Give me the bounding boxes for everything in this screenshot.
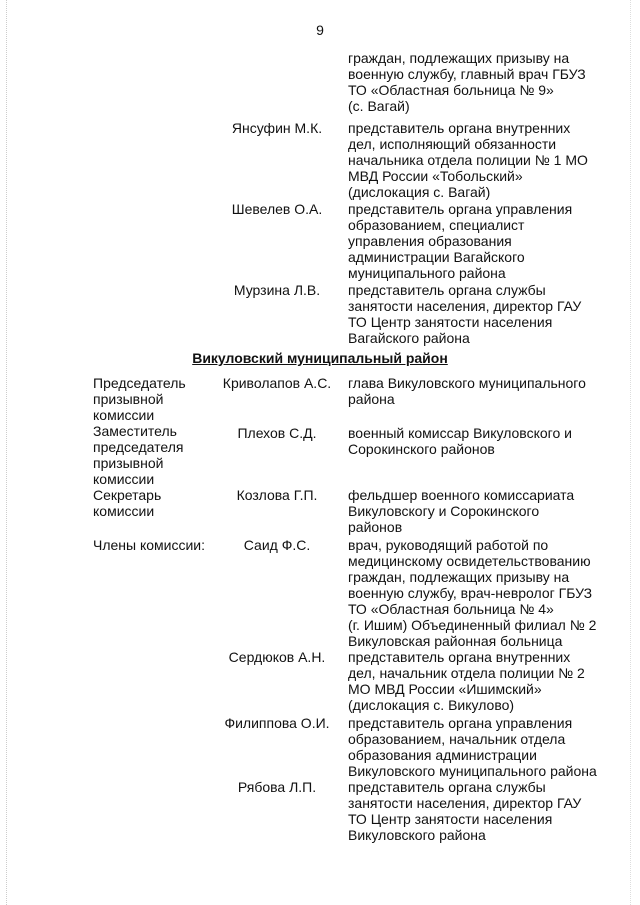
description-line: занятости населения, директор ГАУ [348,298,582,314]
role-line: Члены комиссии: [93,537,206,553]
role-label [93,537,218,553]
member-name: Козлова Г.П. [236,487,318,503]
description-line: глава Викуловского муниципального [348,375,586,391]
description-line: образованием, начальник отдела [348,731,566,747]
description-line: представитель органа управления [348,201,573,217]
description-line: фельдшер военного комиссариата [348,487,575,503]
description-line: района [348,391,395,407]
member-name: Рябова Л.П. [237,779,317,795]
continuation-description [348,50,603,114]
description-line: представитель органа внутренних [348,120,571,136]
description-line: представитель органа внутренних [348,649,571,665]
scan-edge-left [6,0,8,905]
description-line: образования администрации [348,747,537,763]
role-line: Секретарь [93,487,162,503]
role-label [93,375,218,423]
description-line: занятости населения, директор ГАУ [348,795,582,811]
member-name: Криволапов А.С. [222,375,332,391]
description-line: управления образования [348,233,512,249]
description-line: Викуловская районная больница [348,633,563,649]
description-line: администрации Вагайского [348,249,525,265]
description-line: Викуловского муниципального района [348,763,597,779]
description-line: начальника отдела полиции № 1 МО [348,152,588,168]
description-line: Сорокинского районов [348,441,495,457]
section-title: Викуловский муниципальный район [192,350,448,366]
description-line: представитель органа службы [348,779,546,795]
page-number: 9 [316,22,324,38]
member-name: Янсуфин М.К. [231,120,323,136]
description-line: ТО «Областная больница № 9» [348,82,554,98]
description-line: образованием, специалист [348,217,525,233]
role-line: комиссии [93,503,155,519]
role-line: Заместитель [93,423,177,439]
description-line: (г. Ишим) Объединенный филиал № 2 [348,617,597,633]
member-description [348,487,603,535]
member-name: Сердюков А.Н. [228,649,326,665]
description-line: Викуловского района [348,827,486,843]
member-name: Плехов С.Д. [237,425,317,441]
member-description [348,375,603,407]
description-line: военную службу, врач-невролог ГБУЗ [348,585,593,601]
role-line: комиссии [93,407,155,423]
description-line: военный комиссар Викуловского и [348,425,572,441]
description-line: врач, руководящий работой по [348,537,549,553]
description-line: медицинскому освидетельствованию [348,553,591,569]
description-line: (дислокация с. Викулово) [348,697,515,713]
description-line: граждан, подлежащих призыву на [348,50,570,66]
role-line: призывной [93,391,164,407]
member-description [348,120,603,200]
description-line: военную службу, главный врач ГБУЗ [348,66,586,82]
description-line: МО МВД России «Ишимский» [348,681,542,697]
member-description [348,425,603,457]
scan-edge-right [630,0,632,905]
member-description [348,779,603,843]
role-line: председателя [93,439,184,455]
description-line: ТО Центр занятости населения [348,314,553,330]
description-line: Вагайского района [348,330,470,346]
description-line: (с. Вагай) [348,98,410,114]
description-line: ТО «Областная больница № 4» [348,601,554,617]
member-name: Мурзина Л.В. [233,282,321,298]
member-description [348,649,603,713]
description-line: представитель органа службы [348,282,546,298]
description-line: дел, начальник отдела полиции № 2 [348,665,585,681]
description-line: муниципального района [348,265,506,281]
description-line: МВД России «Тобольский» [348,168,523,184]
description-line: Викуловскогу и Сорокинского [348,503,540,519]
member-description [348,537,603,649]
member-name: Саид Ф.С. [243,537,311,553]
role-label [93,487,218,519]
role-label [93,423,218,487]
description-line: районов [348,519,403,535]
member-name: Шевелев О.А. [231,201,323,217]
description-line: дел, исполняющий обязанности [348,136,557,152]
member-description [348,715,603,779]
description-line: представитель органа управления [348,715,573,731]
member-description [348,282,603,346]
role-line: Председатель [93,375,186,391]
role-line: призывной [93,455,164,471]
role-line: комиссии [93,471,155,487]
member-name: Филиппова О.И. [224,715,330,731]
description-line: ТО Центр занятости населения [348,811,553,827]
member-description [348,201,603,281]
description-line: граждан, подлежащих призыву на [348,569,570,585]
description-line: (дислокация с. Вагай) [348,184,491,200]
